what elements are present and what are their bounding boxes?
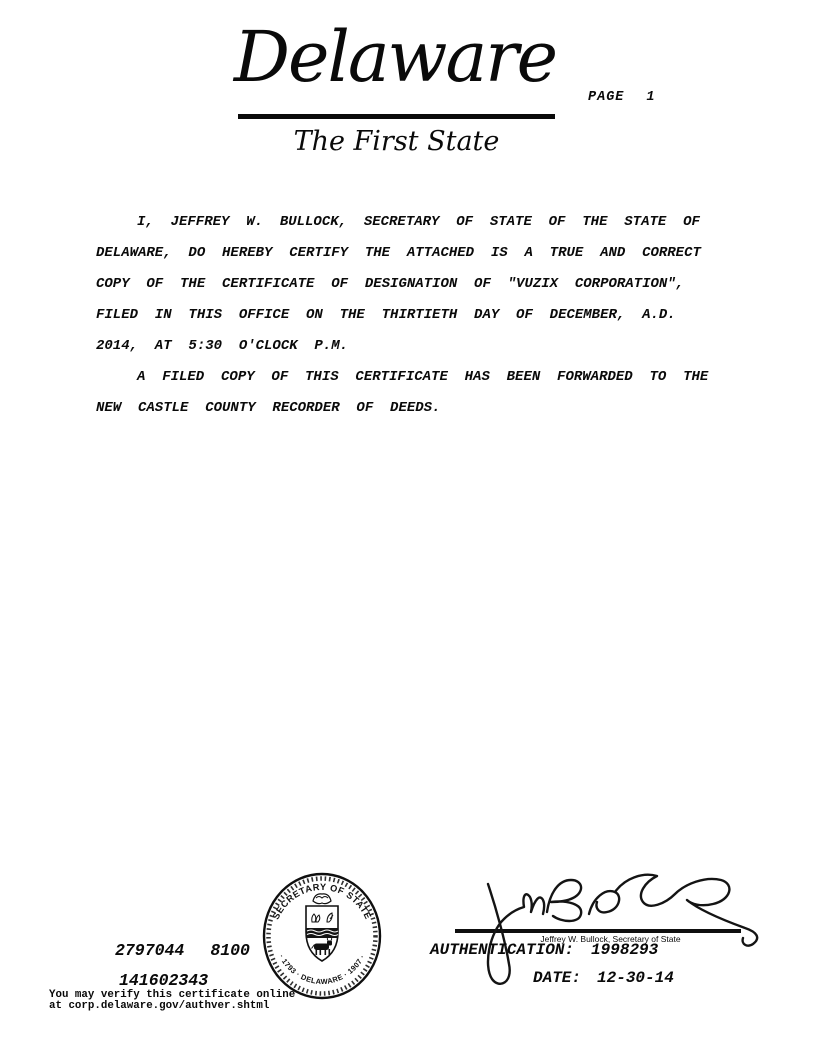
filing-numbers [115,941,250,960]
seal-top-text: SECRETARY OF STATE [270,881,374,922]
body-line: A FILED COPY OF THIS CERTIFICATE HAS BEEN FORWARDED TO THE [137,369,709,385]
title-underline [238,114,555,119]
authentication-label: AUTHENTICATION: [430,941,575,959]
body-line: COPY OF THE CERTIFICATE OF DESIGNATION OF "VUZIX CORPORATION", [96,276,685,292]
delaware-state-seal-icon [260,872,384,1000]
signer-name: Jeffrey W. Bullock, Secretary of State [540,934,681,944]
certificate-body [96,204,709,424]
verification-note-line1: You may verify this certificate online [49,989,296,1001]
date-label: DATE: [533,969,582,987]
body-line: DELAWARE, DO HEREBY CERTIFY THE ATTACHED IS A TRUE AND CORRECT [96,245,701,261]
body-line: NEW CASTLE COUNTY RECORDER OF DEEDS. [96,400,441,416]
verification-note [49,990,295,1011]
seal-river-band [307,928,339,938]
body-line: 2014, AT 5:30 O'CLOCK P.M. [96,338,349,354]
authentication-number: 1998293 [591,941,659,959]
date-value: 12-30-14 [597,969,674,987]
verification-note-line2: at corp.delaware.gov/authver.shtml [49,999,270,1012]
body-line: FILED IN THIS OFFICE ON THE THIRTIETH DAY OF DECEMBER, A.D. [96,307,676,323]
delaware-script-title: Delaware [233,16,557,98]
seal-bottom-text: · 1793 · DELAWARE · 1907 · [277,952,367,987]
first-state-subtitle: The First State [293,126,500,157]
page-number: 1 [646,90,656,105]
file-number: 2797044 [115,941,185,960]
page-indicator [588,90,656,105]
authentication-line [430,941,658,959]
file-code: 8100 [210,941,250,960]
document-number: 141602343 [119,971,209,990]
page-label: PAGE [588,90,625,105]
body-line: I, JEFFREY W. BULLOCK, SECRETARY OF STATE OF THE STATE OF [137,214,700,230]
date-line [533,969,674,987]
